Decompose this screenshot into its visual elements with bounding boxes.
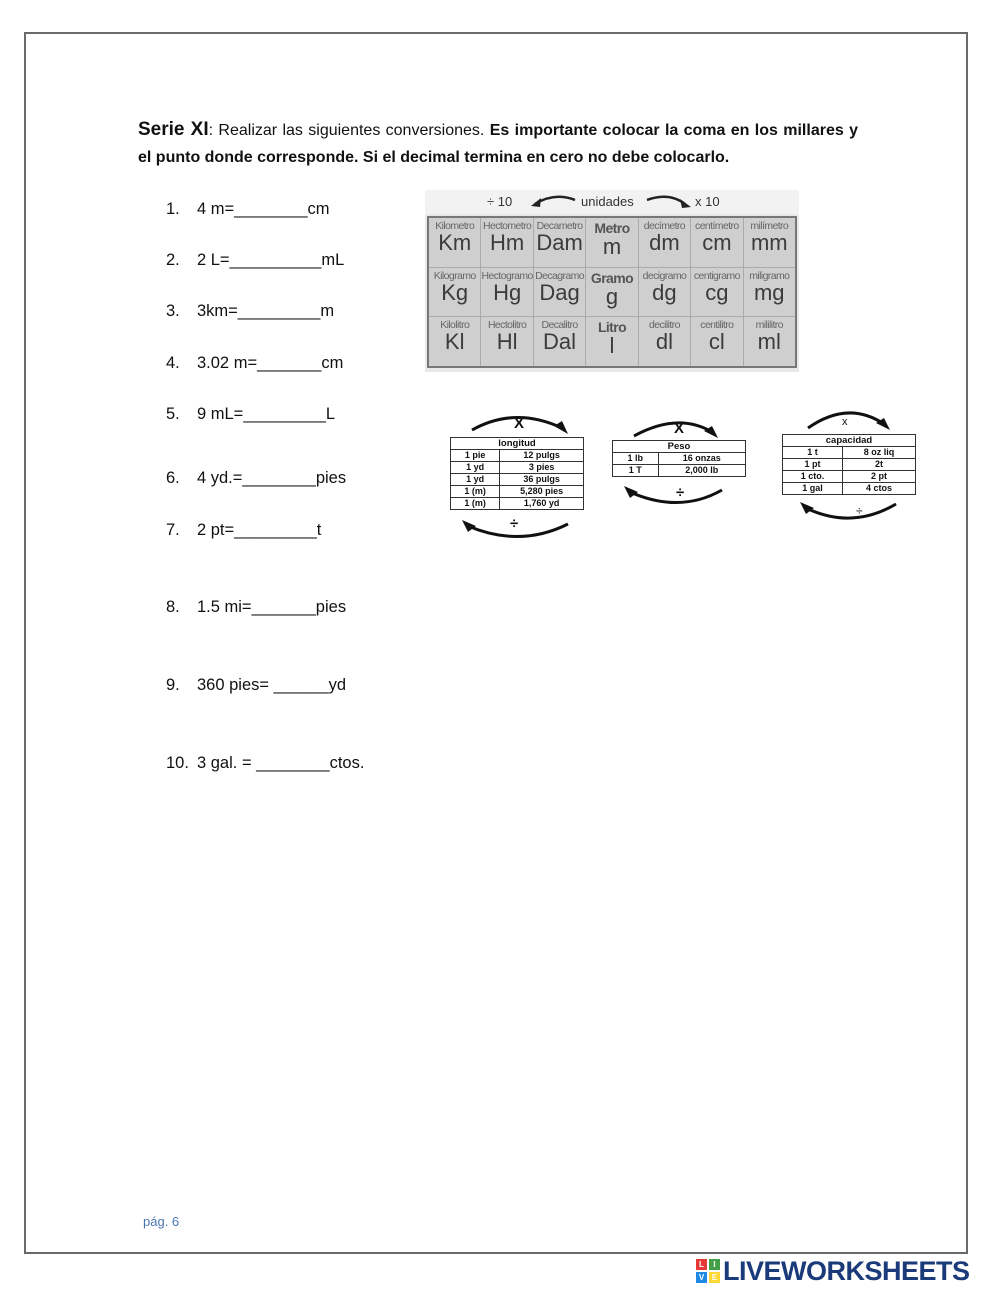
- metric-cell: [744, 218, 795, 267]
- metric-cell: [481, 317, 532, 366]
- metric-cell: [534, 317, 585, 366]
- unit-abbr: l: [609, 333, 615, 359]
- table-row: [451, 474, 584, 486]
- table-row: [451, 486, 584, 498]
- table-cell: 4 ctos: [843, 483, 916, 495]
- table-cell: 1 (m): [451, 498, 500, 510]
- table-row: [613, 453, 746, 465]
- series-title: Serie XI: [138, 119, 209, 140]
- weight-table: Peso 1 lb 16 onzas 1 T 2,000 lb: [612, 440, 746, 477]
- multiply-symbol: x: [842, 416, 848, 428]
- divide-symbol: ÷: [510, 515, 519, 532]
- metric-cell: [429, 218, 480, 267]
- unit-name: Decagramo: [535, 269, 584, 282]
- table-cell: 16 onzas: [658, 453, 745, 465]
- table-row: [783, 459, 916, 471]
- question-4[interactable]: 4. 3.02 m=_______cm: [166, 354, 344, 372]
- unit-abbr: cm: [702, 230, 732, 255]
- table-cell: 1 lb: [613, 453, 659, 465]
- table-cell: 1 yd: [451, 462, 500, 474]
- table-row: [451, 498, 584, 510]
- unit-abbr: mg: [753, 279, 785, 305]
- unit-name: Hectolitro: [487, 319, 527, 332]
- unit-abbr: Kg: [441, 279, 469, 305]
- metric-cell: [744, 317, 795, 366]
- table-cell: 1 cto.: [783, 471, 843, 483]
- logo-square: I: [709, 1259, 720, 1270]
- question-5[interactable]: 5. 9 mL=_________L: [166, 405, 336, 423]
- table-cell: 1 pt: [783, 459, 843, 471]
- unit-abbr: mm: [750, 230, 788, 255]
- table-cell: 1 (m): [451, 486, 500, 498]
- metric-cell: [586, 268, 637, 317]
- multiply-symbol: X: [514, 415, 525, 432]
- unit-name: decímetro: [643, 220, 686, 232]
- unit-name: centigramo: [693, 269, 740, 282]
- table-row: [783, 471, 916, 483]
- question-1[interactable]: 1. 4 m=________cm: [166, 200, 330, 218]
- question-10[interactable]: 10. 3 gal. = ________ctos.: [166, 754, 365, 772]
- table-cell: 12 pulgs: [500, 450, 584, 462]
- unit-name: miligramo: [749, 269, 790, 282]
- logo-square: V: [696, 1272, 707, 1283]
- unit-abbr: ml: [757, 329, 781, 355]
- unit-abbr: Dam: [536, 230, 583, 255]
- table-cell: 1 T: [613, 465, 659, 477]
- capacity-table: capacidad 1 t 8 oz liq 1 pt 2t 1 cto. 2 pt 1 gal 4 ctos: [782, 434, 916, 495]
- metric-cell: [481, 218, 532, 267]
- table-cell: 5,280 pies: [500, 486, 584, 498]
- page-number: pág. 6: [143, 1214, 180, 1229]
- question-7[interactable]: 7. 2 pt=_________t: [166, 521, 322, 539]
- metric-cell: [691, 218, 742, 267]
- divide-ten-label: ÷ 10: [487, 194, 513, 209]
- length-conversion: [450, 412, 590, 544]
- unit-abbr: Hl: [496, 329, 518, 355]
- metric-cell: [586, 218, 637, 267]
- metric-cell: [639, 218, 690, 267]
- unit-name: Litro: [597, 319, 627, 336]
- unit-abbr: Hm: [490, 230, 525, 255]
- question-8[interactable]: 8. 1.5 mi=_______pies: [166, 598, 347, 616]
- table-cell: 2 pt: [843, 471, 916, 483]
- unit-name: Hectometro: [482, 220, 532, 232]
- table-cell: 1 t: [783, 447, 843, 459]
- table-cell: 2,000 lb: [658, 465, 745, 477]
- unit-name: Kilolitro: [440, 319, 470, 332]
- liveworksheets-icon: [696, 1259, 720, 1283]
- table-row: [451, 462, 584, 474]
- metric-cell: [744, 268, 795, 317]
- unit-name: decigramo: [642, 269, 687, 282]
- unit-abbr: Hg: [493, 279, 522, 305]
- metric-cell: [691, 268, 742, 317]
- table-row: [783, 483, 916, 495]
- unit-name: centímetro: [695, 220, 739, 232]
- divide-symbol: ÷: [676, 484, 685, 501]
- table-row: [613, 465, 746, 477]
- metric-cell: [534, 218, 585, 267]
- metric-cell: [429, 268, 480, 317]
- unit-abbr: g: [605, 283, 619, 309]
- metric-header: [425, 190, 799, 214]
- unit-abbr: dg: [652, 279, 677, 305]
- table-row: [783, 447, 916, 459]
- unit-name: mililitro: [755, 319, 783, 332]
- length-table: longitud 1 pie 12 pulgs 1 yd 3 pies 1 yd 36 pulgs 1 (m) 5,280 pies 1 (m) 1,760 yd: [450, 437, 584, 510]
- unit-name: Hectogramo: [481, 269, 533, 282]
- unit-name: Metro: [594, 220, 630, 236]
- unit-abbr: m: [602, 234, 622, 259]
- question-6[interactable]: 6. 4 yd.=________pies: [166, 469, 347, 487]
- weight-conversion: [612, 418, 748, 514]
- unit-abbr: Km: [438, 230, 472, 255]
- unit-name: Kilometro: [435, 220, 475, 232]
- table-cell: 2t: [843, 459, 916, 471]
- metric-cell: [639, 268, 690, 317]
- table-row: [451, 450, 584, 462]
- unit-abbr: cg: [705, 279, 729, 305]
- table-cell: 1 pie: [451, 450, 500, 462]
- metric-cell: [481, 268, 532, 317]
- table-cell: 1,760 yd: [500, 498, 584, 510]
- metric-cell: [534, 268, 585, 317]
- table-cell: 1 yd: [451, 474, 500, 486]
- table-cell: 8 oz liq: [843, 447, 916, 459]
- liveworksheets-logo[interactable]: [696, 1256, 970, 1286]
- metric-units-table: [425, 190, 799, 372]
- unit-abbr: Dag: [539, 279, 580, 305]
- metric-cell: [586, 317, 637, 366]
- question-9[interactable]: 9. 360 pies= ______yd: [166, 676, 347, 694]
- table-cell: 36 pulgs: [500, 474, 584, 486]
- unit-abbr: Dal: [543, 329, 577, 355]
- unit-abbr: cl: [708, 329, 725, 355]
- multiply-symbol: X: [674, 420, 685, 437]
- unit-abbr: dl: [655, 329, 673, 355]
- metric-grid: [427, 216, 797, 368]
- unit-name: centilitro: [700, 319, 734, 332]
- question-2[interactable]: 2. 2 L=__________mL: [166, 251, 345, 269]
- unit-name: Decalitro: [541, 319, 578, 332]
- question-3[interactable]: 3. 3km=_________m: [166, 302, 335, 320]
- metric-cell: [691, 317, 742, 366]
- metric-cell: [429, 317, 480, 366]
- unit-name: decilitro: [649, 319, 680, 332]
- metric-cell: [639, 317, 690, 366]
- unit-abbr: dm: [649, 230, 680, 255]
- unit-abbr: Kl: [444, 329, 465, 355]
- units-label: unidades: [581, 194, 634, 209]
- divide-symbol: ÷: [856, 504, 863, 518]
- instructions: Serie XI: Realizar las siguientes conversiones. Es importante colocar la coma en los millares y el punto donde corresponde. Si el decimal termina en cero no debe colocarlo.: [138, 119, 858, 166]
- logo-square: E: [709, 1272, 720, 1283]
- brand-name: LIVEWORKSHEETS: [723, 1255, 970, 1286]
- unit-name: Gramo: [590, 269, 634, 286]
- instruction-bold: Es importante colocar la coma en los millares y el punto donde corresponde. Si el decimal termina en cero no debe colocarlo.: [138, 122, 858, 166]
- table-cell: 3 pies: [500, 462, 584, 474]
- unit-name: milímetro: [750, 220, 789, 232]
- unit-name: Decametro: [536, 220, 583, 232]
- unit-name: Kilogramo: [433, 269, 476, 282]
- logo-square: L: [696, 1259, 707, 1270]
- table-cell: 1 gal: [783, 483, 843, 495]
- multiply-ten-label: x 10: [695, 194, 720, 209]
- capacity-conversion: [782, 406, 918, 526]
- instruction-text: Realizar las siguientes conversiones.: [213, 122, 490, 139]
